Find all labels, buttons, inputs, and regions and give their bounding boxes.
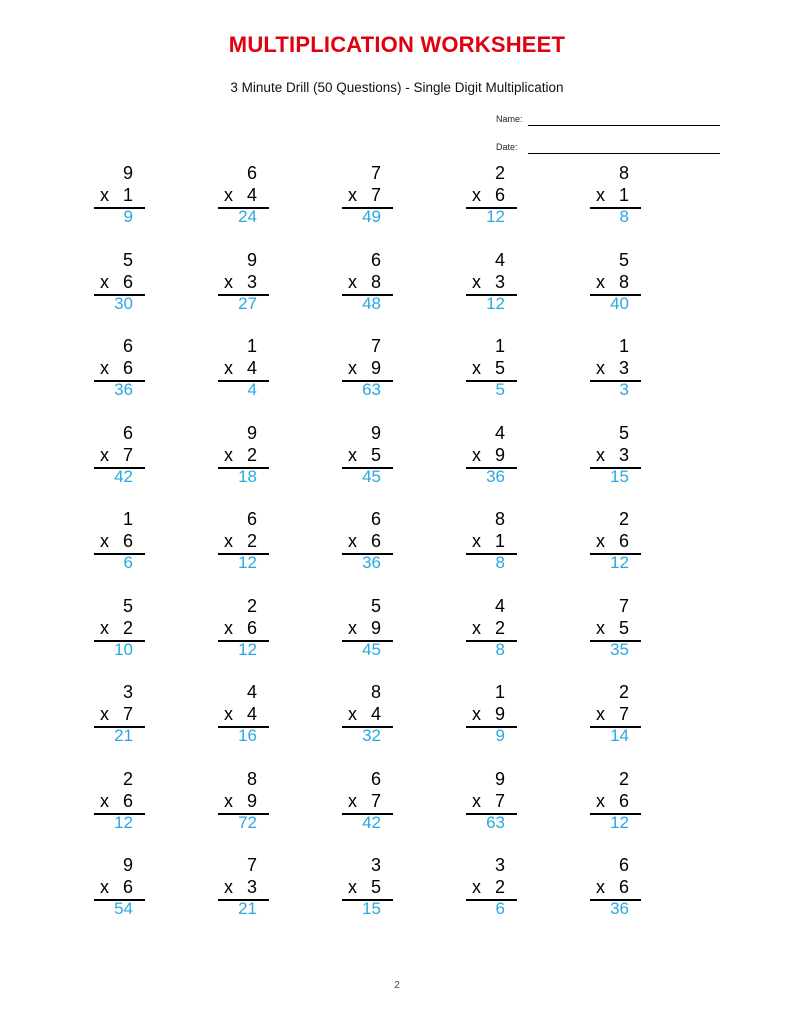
multiplier xyxy=(100,530,133,552)
multiplicand: 3 xyxy=(494,855,505,875)
answer: 6 xyxy=(495,899,505,918)
problem xyxy=(582,768,706,855)
multiplier xyxy=(348,271,381,293)
answer: 12 xyxy=(610,812,629,832)
operator: x xyxy=(595,271,605,292)
problem xyxy=(582,854,706,941)
problem-row xyxy=(86,595,706,682)
multiplier-value: 3 xyxy=(246,877,257,897)
problem xyxy=(334,422,458,509)
operator: x xyxy=(99,704,109,724)
operator: x xyxy=(595,358,605,378)
multiplier-value: 1 xyxy=(122,185,133,205)
problem xyxy=(582,681,706,768)
multiplier xyxy=(224,357,257,379)
multiplicand: 7 xyxy=(246,855,257,875)
multiplier xyxy=(596,184,629,206)
multiplicand: 2 xyxy=(122,768,133,789)
multiplicand: 7 xyxy=(370,336,381,356)
multiplier xyxy=(224,271,257,293)
name-line xyxy=(528,125,720,126)
multiplier xyxy=(224,444,257,466)
multiplier-value: 9 xyxy=(370,358,381,378)
multiplier xyxy=(596,703,629,725)
problem xyxy=(582,595,706,682)
answer: 32 xyxy=(362,726,381,745)
multiplicand: 6 xyxy=(246,163,257,183)
multiplicand: 6 xyxy=(370,509,381,529)
multiplier-value: 9 xyxy=(494,704,505,724)
multiplier-value: 6 xyxy=(246,617,257,638)
operator: x xyxy=(471,358,481,378)
multiplicand: 9 xyxy=(122,163,133,183)
answer: 45 xyxy=(362,466,381,486)
answer: 6 xyxy=(123,553,133,572)
operator: x xyxy=(223,704,233,724)
multiplicand: 4 xyxy=(246,682,257,702)
answer: 63 xyxy=(362,380,381,399)
problem-row xyxy=(86,681,706,768)
multiplier xyxy=(596,357,629,379)
multiplier-value: 2 xyxy=(494,877,505,897)
answer: 45 xyxy=(362,639,381,659)
multiplier-value: 2 xyxy=(494,617,505,638)
operator: x xyxy=(347,185,357,205)
multiplicand: 6 xyxy=(122,336,133,356)
multiplier-value: 6 xyxy=(494,185,505,205)
operator: x xyxy=(471,531,481,551)
multiplier-value: 6 xyxy=(618,877,629,897)
multiplier xyxy=(100,876,133,898)
multiplier-value: 4 xyxy=(246,185,257,205)
problem xyxy=(334,335,458,422)
multiplier-value: 2 xyxy=(246,531,257,551)
name-field xyxy=(478,114,720,130)
multiplicand: 5 xyxy=(618,422,629,443)
problem xyxy=(86,854,210,941)
multiplicand: 1 xyxy=(494,682,505,702)
problem-row xyxy=(86,768,706,855)
answer: 36 xyxy=(114,380,133,399)
problem xyxy=(210,768,334,855)
operator: x xyxy=(99,358,109,378)
multiplier xyxy=(348,184,381,206)
multiplier xyxy=(224,617,257,639)
operator: x xyxy=(223,617,233,638)
answer: 21 xyxy=(114,726,133,745)
date-label: Date: xyxy=(496,142,518,152)
problem xyxy=(334,768,458,855)
answer-line xyxy=(218,380,269,382)
answer: 12 xyxy=(114,812,133,832)
multiplier xyxy=(224,530,257,552)
multiplicand: 6 xyxy=(370,768,381,789)
operator: x xyxy=(347,877,357,897)
problem-row xyxy=(86,508,706,595)
date-field xyxy=(478,142,720,158)
operator: x xyxy=(595,790,605,811)
multiplicand: 2 xyxy=(618,509,629,529)
operator: x xyxy=(99,271,109,292)
problem xyxy=(86,162,210,249)
multiplicand: 6 xyxy=(618,855,629,875)
multiplier-value: 8 xyxy=(618,271,629,292)
page-number: 2 xyxy=(394,980,400,991)
multiplier-value: 9 xyxy=(494,444,505,465)
problem xyxy=(458,595,582,682)
multiplier-value: 4 xyxy=(246,704,257,724)
multiplicand: 5 xyxy=(618,249,629,270)
multiplier xyxy=(100,271,133,293)
multiplicand: 8 xyxy=(494,509,505,529)
operator: x xyxy=(223,185,233,205)
problem xyxy=(458,768,582,855)
multiplicand: 4 xyxy=(494,249,505,270)
multiplier-value: 6 xyxy=(618,531,629,551)
answer: 14 xyxy=(610,726,629,745)
operator: x xyxy=(347,444,357,465)
multiplicand: 9 xyxy=(246,422,257,443)
multiplier xyxy=(348,357,381,379)
multiplier-value: 6 xyxy=(122,531,133,551)
answer: 12 xyxy=(238,553,257,572)
problem xyxy=(582,162,706,249)
operator: x xyxy=(347,358,357,378)
multiplier xyxy=(472,703,505,725)
multiplier xyxy=(472,530,505,552)
answer: 30 xyxy=(114,293,133,313)
answer: 4 xyxy=(247,380,257,399)
answer: 72 xyxy=(238,812,257,832)
multiplier xyxy=(472,271,505,293)
problem xyxy=(210,249,334,336)
answer: 8 xyxy=(495,553,505,572)
multiplier-value: 7 xyxy=(494,790,505,811)
answer: 8 xyxy=(619,207,629,226)
multiplicand: 1 xyxy=(494,336,505,356)
problem-row xyxy=(86,422,706,509)
answer: 9 xyxy=(123,207,133,226)
operator: x xyxy=(595,185,605,205)
multiplier-value: 6 xyxy=(618,790,629,811)
answer-line xyxy=(466,899,517,901)
multiplier-value: 6 xyxy=(122,271,133,292)
operator: x xyxy=(471,790,481,811)
multiplier xyxy=(596,271,629,293)
problem xyxy=(210,335,334,422)
multiplicand: 2 xyxy=(618,768,629,789)
multiplier-value: 6 xyxy=(122,790,133,811)
multiplicand: 2 xyxy=(618,682,629,702)
answer: 35 xyxy=(610,639,629,659)
multiplier xyxy=(596,876,629,898)
problem xyxy=(458,508,582,595)
answer: 16 xyxy=(238,726,257,745)
answer: 3 xyxy=(619,380,629,399)
multiplier xyxy=(596,790,629,812)
problem-row xyxy=(86,162,706,249)
multiplier-value: 3 xyxy=(618,444,629,465)
operator: x xyxy=(595,531,605,551)
multiplier xyxy=(100,444,133,466)
multiplicand: 6 xyxy=(122,422,133,443)
answer: 24 xyxy=(238,207,257,226)
operator: x xyxy=(223,358,233,378)
answer: 63 xyxy=(486,812,505,832)
multiplier xyxy=(472,444,505,466)
multiplier xyxy=(100,357,133,379)
problem xyxy=(582,508,706,595)
problem-row xyxy=(86,854,706,941)
multiplier xyxy=(472,184,505,206)
answer-line xyxy=(590,380,641,382)
problem xyxy=(86,422,210,509)
problem xyxy=(458,249,582,336)
answer: 48 xyxy=(362,293,381,313)
multiplier-value: 2 xyxy=(122,617,133,638)
multiplier-value: 8 xyxy=(370,271,381,292)
multiplier-value: 4 xyxy=(246,358,257,378)
answer: 42 xyxy=(362,812,381,832)
multiplier-value: 5 xyxy=(494,358,505,378)
answer: 10 xyxy=(114,639,133,659)
multiplier-value: 1 xyxy=(618,185,629,205)
multiplier xyxy=(472,790,505,812)
problem xyxy=(458,162,582,249)
problem xyxy=(458,681,582,768)
multiplier-value: 6 xyxy=(370,531,381,551)
answer-line xyxy=(94,553,145,555)
problem xyxy=(86,768,210,855)
answer: 9 xyxy=(495,726,505,745)
problem xyxy=(210,681,334,768)
multiplicand: 5 xyxy=(122,595,133,616)
operator: x xyxy=(99,444,109,465)
multiplier xyxy=(596,444,629,466)
operator: x xyxy=(99,790,109,811)
multiplier xyxy=(224,184,257,206)
multiplicand: 8 xyxy=(246,768,257,789)
multiplicand: 2 xyxy=(494,163,505,183)
problem xyxy=(210,595,334,682)
answer: 49 xyxy=(362,207,381,226)
multiplicand: 5 xyxy=(370,595,381,616)
problem xyxy=(334,681,458,768)
multiplicand: 5 xyxy=(122,249,133,270)
multiplier-value: 9 xyxy=(370,617,381,638)
answer-line xyxy=(94,207,145,209)
operator: x xyxy=(223,531,233,551)
multiplier xyxy=(596,530,629,552)
problem xyxy=(582,249,706,336)
problem xyxy=(334,595,458,682)
multiplier-value: 1 xyxy=(494,531,505,551)
answer: 12 xyxy=(486,293,505,313)
multiplicand: 8 xyxy=(618,163,629,183)
operator: x xyxy=(347,790,357,811)
answer: 12 xyxy=(238,639,257,659)
multiplier xyxy=(348,790,381,812)
operator: x xyxy=(347,271,357,292)
operator: x xyxy=(471,444,481,465)
multiplier-value: 5 xyxy=(618,617,629,638)
problem xyxy=(210,508,334,595)
operator: x xyxy=(99,617,109,638)
multiplier xyxy=(472,617,505,639)
problem xyxy=(458,422,582,509)
multiplier xyxy=(472,876,505,898)
operator: x xyxy=(595,877,605,897)
multiplier-value: 4 xyxy=(370,704,381,724)
multiplier-value: 7 xyxy=(618,704,629,724)
problem xyxy=(86,508,210,595)
answer-line xyxy=(466,726,517,728)
multiplier xyxy=(348,617,381,639)
problem xyxy=(86,681,210,768)
operator: x xyxy=(347,704,357,724)
multiplier xyxy=(348,530,381,552)
answer: 36 xyxy=(362,553,381,572)
problem xyxy=(86,595,210,682)
answer: 18 xyxy=(238,466,257,486)
problem xyxy=(334,508,458,595)
multiplier xyxy=(348,703,381,725)
operator: x xyxy=(223,271,233,292)
multiplicand: 9 xyxy=(246,249,257,270)
operator: x xyxy=(347,617,357,638)
answer: 54 xyxy=(114,899,133,918)
answer: 40 xyxy=(610,293,629,313)
problem xyxy=(86,335,210,422)
multiplier-value: 2 xyxy=(246,444,257,465)
multiplier-value: 7 xyxy=(122,704,133,724)
multiplicand: 1 xyxy=(618,336,629,356)
problem xyxy=(86,249,210,336)
answer: 12 xyxy=(486,207,505,226)
multiplicand: 7 xyxy=(618,595,629,616)
operator: x xyxy=(223,877,233,897)
multiplier xyxy=(100,703,133,725)
problem xyxy=(334,854,458,941)
multiplicand: 3 xyxy=(370,855,381,875)
operator: x xyxy=(471,617,481,638)
multiplier-value: 6 xyxy=(122,877,133,897)
worksheet-title: MULTIPLICATION WORKSHEET xyxy=(228,32,566,57)
answer: 15 xyxy=(362,899,381,918)
multiplier xyxy=(224,703,257,725)
multiplicand: 8 xyxy=(370,682,381,702)
operator: x xyxy=(595,444,605,465)
multiplicand: 1 xyxy=(246,336,257,356)
operator: x xyxy=(595,704,605,724)
problem xyxy=(334,162,458,249)
answer: 8 xyxy=(495,639,505,659)
multiplicand: 4 xyxy=(494,595,505,616)
operator: x xyxy=(471,877,481,897)
operator: x xyxy=(99,531,109,551)
multiplicand: 6 xyxy=(246,509,257,529)
problem-row xyxy=(86,335,706,422)
multiplicand: 9 xyxy=(122,855,133,875)
date-line xyxy=(528,153,720,154)
operator: x xyxy=(471,704,481,724)
problem xyxy=(458,854,582,941)
answer: 21 xyxy=(238,899,257,918)
operator: x xyxy=(223,790,233,811)
multiplicand: 1 xyxy=(122,509,133,529)
multiplicand: 6 xyxy=(370,249,381,270)
multiplicand: 4 xyxy=(494,422,505,443)
operator: x xyxy=(223,444,233,465)
multiplier xyxy=(472,357,505,379)
multiplier-value: 3 xyxy=(618,358,629,378)
answer-line xyxy=(466,380,517,382)
answer-line xyxy=(466,553,517,555)
problem xyxy=(582,335,706,422)
multiplier xyxy=(224,790,257,812)
problem xyxy=(458,335,582,422)
answer: 27 xyxy=(238,293,257,313)
multiplier-value: 6 xyxy=(122,358,133,378)
multiplier xyxy=(100,790,133,812)
multiplicand: 3 xyxy=(122,682,133,702)
multiplier-value: 7 xyxy=(370,185,381,205)
multiplier xyxy=(224,876,257,898)
answer-line xyxy=(466,640,517,642)
multiplier-value: 9 xyxy=(246,790,257,811)
problem-grid xyxy=(86,162,706,941)
multiplier-value: 7 xyxy=(370,790,381,811)
operator: x xyxy=(595,617,605,638)
problem xyxy=(210,162,334,249)
multiplier xyxy=(596,617,629,639)
answer: 15 xyxy=(610,466,629,486)
answer: 36 xyxy=(486,466,505,486)
multiplicand: 9 xyxy=(494,768,505,789)
multiplier xyxy=(348,876,381,898)
multiplier-value: 3 xyxy=(494,271,505,292)
operator: x xyxy=(99,877,109,897)
problem-row xyxy=(86,249,706,336)
multiplicand: 2 xyxy=(246,595,257,616)
operator: x xyxy=(471,185,481,205)
problem xyxy=(582,422,706,509)
multiplier xyxy=(100,617,133,639)
multiplier-value: 3 xyxy=(246,271,257,292)
operator: x xyxy=(99,185,109,205)
answer: 12 xyxy=(610,553,629,572)
operator: x xyxy=(471,271,481,292)
answer: 5 xyxy=(495,380,505,399)
multiplier xyxy=(100,184,133,206)
multiplier-value: 7 xyxy=(122,444,133,465)
multiplier-value: 5 xyxy=(370,877,381,897)
problem xyxy=(334,249,458,336)
answer: 42 xyxy=(114,466,133,486)
answer-line xyxy=(590,207,641,209)
problem xyxy=(210,422,334,509)
problem xyxy=(210,854,334,941)
multiplier xyxy=(348,444,381,466)
multiplicand: 9 xyxy=(370,422,381,443)
multiplier-value: 5 xyxy=(370,444,381,465)
name-label: Name: xyxy=(496,114,523,124)
multiplicand: 7 xyxy=(370,163,381,183)
worksheet-subtitle: 3 Minute Drill (50 Questions) - Single Digit Multiplication xyxy=(230,80,564,95)
answer: 36 xyxy=(610,899,629,918)
operator: x xyxy=(347,531,357,551)
